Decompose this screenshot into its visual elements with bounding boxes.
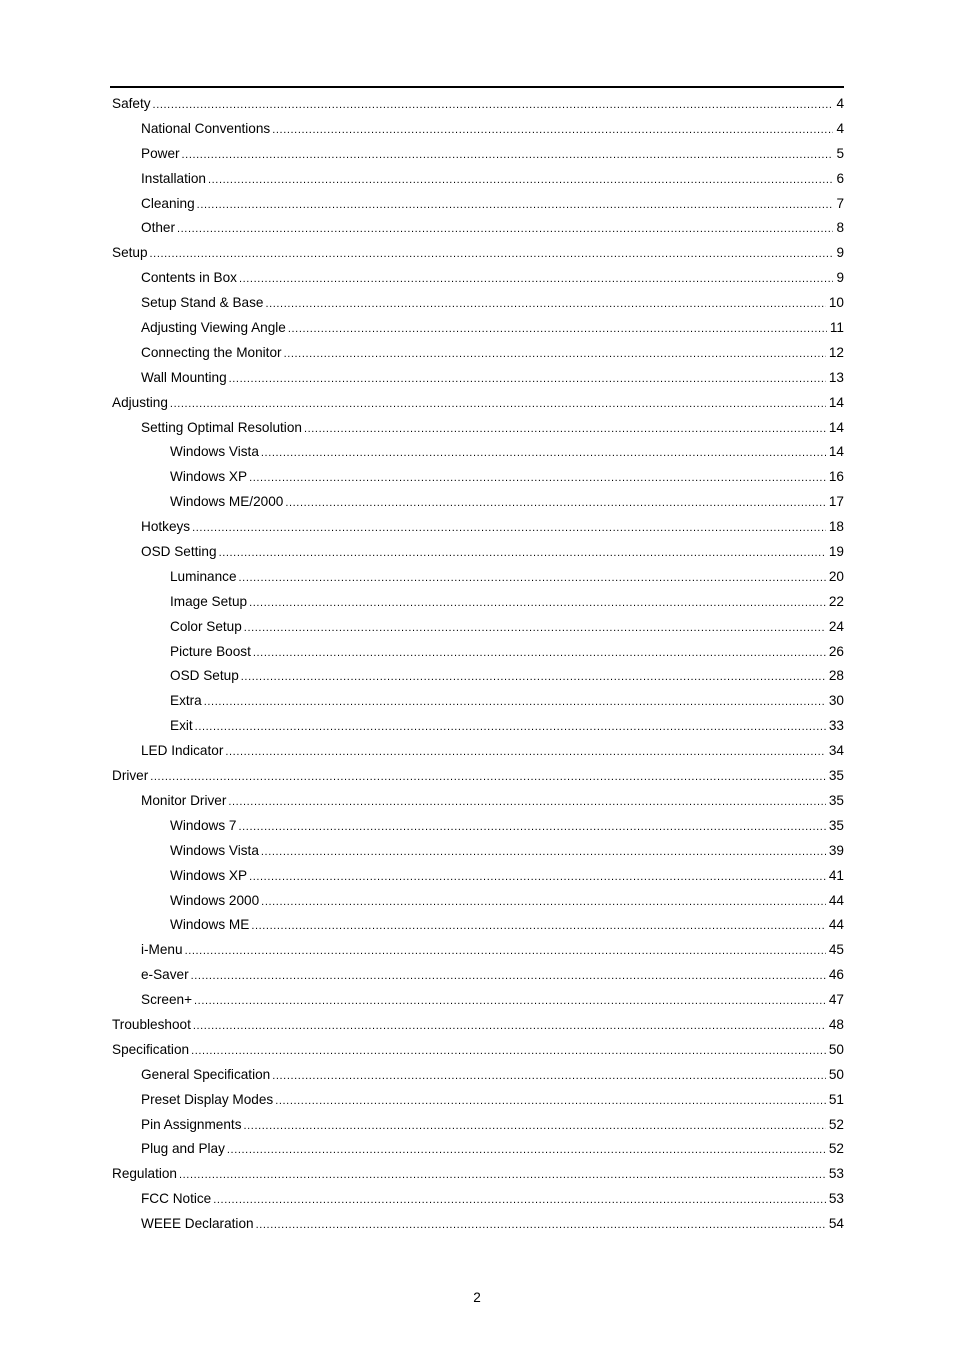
toc-dot-leader bbox=[192, 516, 826, 541]
toc-entry-page: 35 bbox=[828, 817, 844, 833]
toc-entry-title: Contents in Box bbox=[141, 270, 237, 286]
toc-dot-leader bbox=[228, 790, 826, 815]
toc-entry[interactable] bbox=[112, 1038, 844, 1063]
toc-dot-leader bbox=[208, 168, 833, 193]
toc-entry-title: Setup bbox=[112, 245, 148, 261]
toc-dot-leader bbox=[244, 1114, 826, 1139]
toc-entry[interactable] bbox=[112, 465, 844, 490]
toc-entry-page: 47 bbox=[828, 992, 844, 1008]
toc-entry-title: Luminance bbox=[170, 568, 237, 584]
toc-entry-page: 52 bbox=[828, 1141, 844, 1157]
toc-entry[interactable] bbox=[112, 714, 844, 739]
toc-entry-page: 14 bbox=[828, 419, 844, 435]
toc-entry-page: 28 bbox=[828, 668, 844, 684]
toc-entry-page: 19 bbox=[828, 544, 844, 560]
toc-dot-leader bbox=[261, 441, 826, 466]
toc-entry-title: Plug and Play bbox=[141, 1141, 225, 1157]
toc-entry[interactable] bbox=[112, 764, 844, 789]
toc-entry-title: Power bbox=[141, 145, 180, 161]
toc-dot-leader bbox=[272, 1064, 826, 1089]
toc-dot-leader bbox=[284, 342, 826, 367]
toc-entry-title: LED Indicator bbox=[141, 743, 224, 759]
toc-entry-page: 14 bbox=[828, 444, 844, 460]
toc-entry-page: 9 bbox=[836, 270, 844, 286]
toc-entry[interactable] bbox=[112, 913, 844, 938]
toc-entry[interactable] bbox=[112, 1187, 844, 1212]
toc-entry[interactable] bbox=[112, 291, 844, 316]
toc-entry-title: e-Saver bbox=[141, 967, 189, 983]
toc-entry-page: 51 bbox=[828, 1091, 844, 1107]
toc-entry[interactable] bbox=[112, 192, 844, 217]
toc-entry[interactable] bbox=[112, 440, 844, 465]
toc-entry-page: 46 bbox=[828, 967, 844, 983]
toc-entry-page: 53 bbox=[828, 1191, 844, 1207]
toc-entry[interactable] bbox=[112, 814, 844, 839]
toc-entry-title: Safety bbox=[112, 96, 151, 111]
toc-entry-title: Regulation bbox=[112, 1166, 177, 1182]
toc-entry-page: 10 bbox=[828, 295, 844, 311]
toc-entry-title: Other bbox=[141, 220, 175, 236]
toc-entry-title: Windows Vista bbox=[170, 444, 259, 460]
page-number: 2 bbox=[473, 1290, 481, 1305]
toc-entry-page: 54 bbox=[828, 1216, 844, 1232]
toc-entry[interactable] bbox=[112, 565, 844, 590]
toc-entry-page: 39 bbox=[828, 842, 844, 858]
toc-dot-leader bbox=[213, 1188, 826, 1213]
toc-entry-page: 5 bbox=[836, 145, 844, 161]
toc-entry[interactable] bbox=[112, 167, 844, 192]
toc-entry-title: Cleaning bbox=[141, 195, 195, 211]
toc-entry[interactable] bbox=[112, 1013, 844, 1038]
toc-entry[interactable] bbox=[112, 938, 844, 963]
toc-entry[interactable] bbox=[112, 341, 844, 366]
toc-entry-title: Extra bbox=[170, 693, 202, 709]
toc-dot-leader bbox=[191, 964, 826, 989]
toc-entry-page: 9 bbox=[836, 245, 844, 261]
toc-entry-title: Screen+ bbox=[141, 992, 193, 1008]
toc-entry-title: OSD Setup bbox=[170, 668, 239, 684]
toc-entry-page: 41 bbox=[828, 867, 844, 883]
toc-entry-title: Windows 2000 bbox=[170, 892, 260, 908]
toc-dot-leader bbox=[256, 1213, 826, 1238]
toc-entry[interactable] bbox=[112, 316, 844, 341]
toc-entry-title: Windows XP bbox=[170, 469, 248, 485]
toc-entry[interactable] bbox=[112, 1162, 844, 1187]
toc-entry[interactable] bbox=[112, 540, 844, 565]
toc-entry-title: Windows XP bbox=[170, 867, 248, 883]
toc-entry-page: 30 bbox=[828, 693, 844, 709]
toc-entry[interactable] bbox=[112, 1113, 844, 1138]
toc-dot-leader bbox=[244, 616, 826, 641]
toc-entry[interactable] bbox=[112, 963, 844, 988]
toc-dot-leader bbox=[272, 118, 833, 143]
toc-entry-page: 45 bbox=[828, 942, 844, 958]
toc-entry-page: 35 bbox=[828, 792, 844, 808]
toc-entry-title: Exit bbox=[170, 718, 193, 734]
toc-entry-title: Windows ME/2000 bbox=[170, 494, 284, 510]
table-of-contents bbox=[112, 92, 844, 1237]
toc-entry-title: Monitor Driver bbox=[141, 792, 227, 808]
toc-dot-leader bbox=[204, 690, 826, 715]
toc-entry-page: 16 bbox=[828, 469, 844, 485]
toc-entry-page: 24 bbox=[828, 618, 844, 634]
toc-entry-page: 44 bbox=[828, 892, 844, 908]
toc-entry-title: OSD Setting bbox=[141, 544, 217, 560]
toc-entry-title: Installation bbox=[141, 170, 206, 186]
toc-dot-leader bbox=[197, 193, 834, 218]
toc-entry-title: Adjusting bbox=[112, 394, 168, 410]
toc-dot-leader bbox=[177, 217, 833, 242]
toc-entry[interactable] bbox=[112, 615, 844, 640]
toc-dot-leader bbox=[153, 93, 834, 118]
toc-entry-page: 34 bbox=[828, 743, 844, 759]
toc-dot-leader bbox=[193, 1014, 826, 1039]
toc-entry[interactable] bbox=[112, 789, 844, 814]
toc-entry-title: Setting Optimal Resolution bbox=[141, 419, 302, 435]
toc-entry-page: 20 bbox=[828, 568, 844, 584]
toc-entry[interactable] bbox=[112, 117, 844, 142]
toc-entry[interactable] bbox=[112, 515, 844, 540]
toc-dot-leader bbox=[150, 242, 834, 267]
toc-entry[interactable] bbox=[112, 739, 844, 764]
toc-entry-title: Picture Boost bbox=[170, 643, 251, 659]
toc-entry-page: 4 bbox=[836, 120, 844, 136]
toc-entry[interactable] bbox=[112, 988, 844, 1013]
toc-entry-title: Color Setup bbox=[170, 618, 242, 634]
toc-entry-page: 12 bbox=[828, 344, 844, 360]
toc-dot-leader bbox=[285, 491, 826, 516]
toc-entry-title: Hotkeys bbox=[141, 519, 191, 535]
toc-entry-page: 13 bbox=[828, 369, 844, 385]
toc-entry-title: Driver bbox=[112, 768, 149, 784]
toc-entry-title: Windows Vista bbox=[170, 842, 259, 858]
toc-entry[interactable] bbox=[112, 664, 844, 689]
toc-dot-leader bbox=[182, 143, 834, 168]
toc-dot-leader bbox=[249, 865, 826, 890]
toc-entry[interactable] bbox=[112, 142, 844, 167]
toc-entry[interactable] bbox=[112, 241, 844, 266]
toc-entry[interactable] bbox=[112, 839, 844, 864]
toc-dot-leader bbox=[229, 367, 826, 392]
toc-entry-title: Adjusting Viewing Angle bbox=[141, 320, 286, 336]
toc-entry-title: Wall Mounting bbox=[141, 369, 227, 385]
toc-entry-page: 14 bbox=[828, 394, 844, 410]
toc-entry[interactable] bbox=[112, 1088, 844, 1113]
toc-entry[interactable] bbox=[112, 391, 844, 416]
toc-entry-title: Windows ME bbox=[170, 917, 250, 933]
toc-entry[interactable] bbox=[112, 266, 844, 291]
toc-entry[interactable] bbox=[112, 640, 844, 665]
toc-dot-leader bbox=[179, 1163, 826, 1188]
toc-entry-title: Preset Display Modes bbox=[141, 1091, 274, 1107]
toc-entry-title: National Conventions bbox=[141, 120, 271, 136]
toc-entry-page: 11 bbox=[829, 320, 844, 336]
toc-dot-leader bbox=[225, 740, 826, 765]
toc-entry-title: Connecting the Monitor bbox=[141, 344, 282, 360]
toc-dot-leader bbox=[275, 1089, 826, 1114]
toc-entry-title: Windows 7 bbox=[170, 817, 237, 833]
toc-entry-title: Specification bbox=[112, 1041, 190, 1057]
toc-entry-page: 53 bbox=[828, 1166, 844, 1182]
toc-dot-leader bbox=[265, 292, 825, 317]
toc-dot-leader bbox=[191, 1039, 826, 1064]
toc-dot-leader bbox=[219, 541, 826, 566]
toc-entry[interactable] bbox=[112, 490, 844, 515]
toc-entry[interactable] bbox=[112, 1063, 844, 1088]
toc-entry-page: 50 bbox=[828, 1041, 844, 1057]
toc-entry-page: 22 bbox=[828, 593, 844, 609]
toc-dot-leader bbox=[194, 989, 826, 1014]
toc-dot-leader bbox=[261, 890, 826, 915]
toc-entry-page: 26 bbox=[828, 643, 844, 659]
toc-dot-leader bbox=[239, 566, 826, 591]
toc-entry[interactable] bbox=[112, 416, 844, 441]
toc-dot-leader bbox=[288, 317, 827, 342]
toc-entry-title: Pin Assignments bbox=[141, 1116, 242, 1132]
toc-entry-title: FCC Notice bbox=[141, 1191, 212, 1207]
toc-entry-page: 4 bbox=[836, 96, 844, 111]
toc-dot-leader bbox=[170, 392, 826, 417]
toc-entry[interactable] bbox=[112, 889, 844, 914]
toc-dot-leader bbox=[195, 715, 826, 740]
toc-entry[interactable] bbox=[112, 1212, 844, 1237]
toc-entry-page: 8 bbox=[836, 220, 844, 236]
toc-entry[interactable] bbox=[112, 590, 844, 615]
toc-entry-page: 48 bbox=[828, 1016, 844, 1032]
toc-dot-leader bbox=[249, 466, 826, 491]
toc-dot-leader bbox=[253, 641, 826, 666]
toc-entry-page: 50 bbox=[828, 1066, 844, 1082]
toc-entry[interactable] bbox=[112, 864, 844, 889]
toc-dot-leader bbox=[249, 591, 826, 616]
toc-entry[interactable] bbox=[112, 92, 844, 117]
toc-entry-page: 6 bbox=[836, 170, 844, 186]
toc-entry-page: 7 bbox=[836, 195, 844, 211]
toc-entry-title: Setup Stand & Base bbox=[141, 295, 264, 311]
toc-dot-leader bbox=[241, 665, 826, 690]
toc-entry-title: i-Menu bbox=[141, 942, 183, 958]
toc-entry-title: Troubleshoot bbox=[112, 1016, 191, 1032]
toc-dot-leader bbox=[185, 939, 826, 964]
header-rule bbox=[110, 86, 844, 88]
toc-entry-title: General Specification bbox=[141, 1066, 271, 1082]
toc-entry[interactable] bbox=[112, 1137, 844, 1162]
toc-entry-page: 33 bbox=[828, 718, 844, 734]
toc-dot-leader bbox=[227, 1138, 826, 1163]
toc-entry-page: 35 bbox=[828, 768, 844, 784]
toc-entry[interactable] bbox=[112, 366, 844, 391]
toc-entry-page: 52 bbox=[828, 1116, 844, 1132]
toc-dot-leader bbox=[261, 840, 826, 865]
toc-dot-leader bbox=[304, 417, 826, 442]
toc-entry-page: 17 bbox=[828, 494, 844, 510]
toc-entry-page: 44 bbox=[828, 917, 844, 933]
toc-dot-leader bbox=[251, 914, 826, 939]
toc-entry-page: 18 bbox=[828, 519, 844, 535]
toc-dot-leader bbox=[239, 267, 833, 292]
toc-entry-title: WEEE Declaration bbox=[141, 1216, 254, 1232]
toc-entry[interactable] bbox=[112, 689, 844, 714]
toc-dot-leader bbox=[238, 815, 825, 840]
toc-dot-leader bbox=[150, 765, 826, 790]
toc-entry[interactable] bbox=[112, 216, 844, 241]
toc-entry-title: Image Setup bbox=[170, 593, 248, 609]
